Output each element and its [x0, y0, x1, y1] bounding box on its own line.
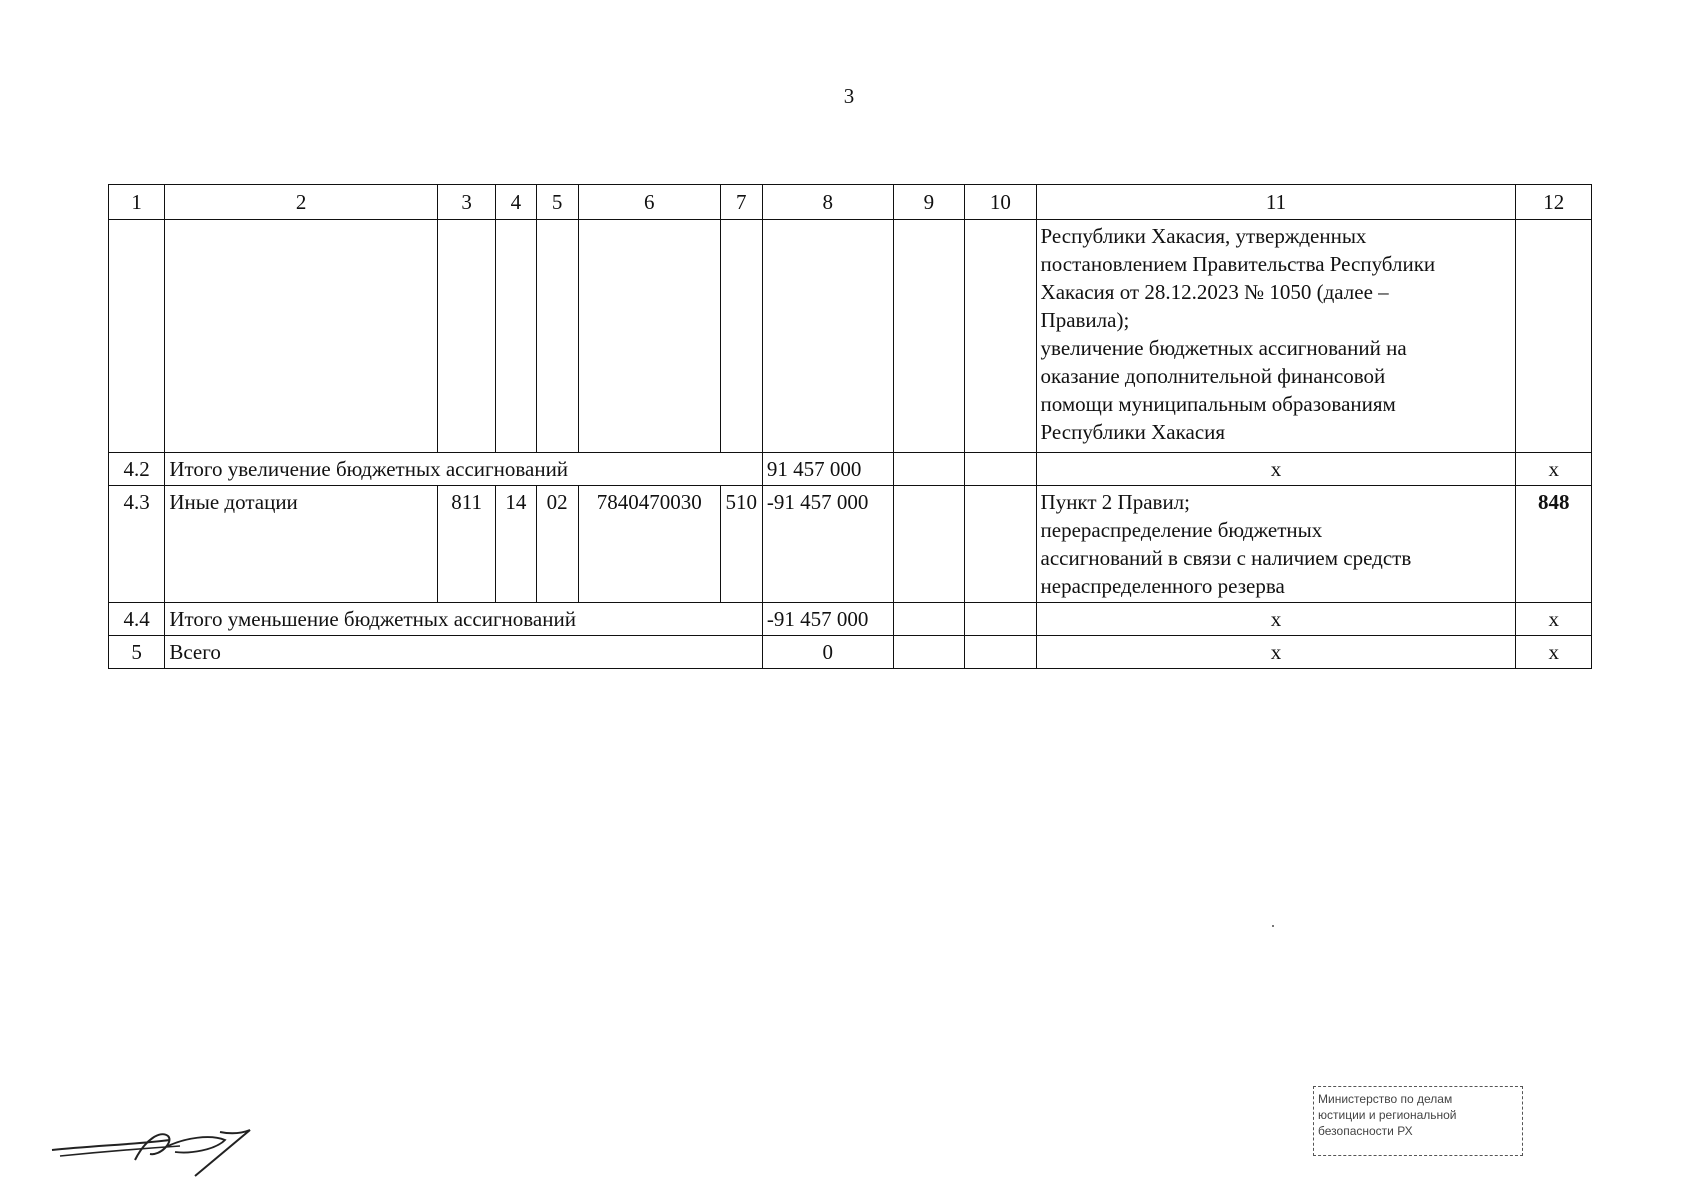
- basis-line: постановлением Правительства Республики: [1040, 252, 1436, 276]
- basis-line: Пункт 2 Правил;: [1040, 490, 1190, 514]
- header-cell: 9: [893, 185, 964, 220]
- amount-cell: 0: [762, 636, 893, 669]
- subsection-cell: 02: [536, 486, 578, 603]
- basis-line: оказание дополнительной финансовой: [1040, 364, 1386, 388]
- row-name: Всего: [165, 636, 763, 669]
- table-cell: [762, 220, 893, 453]
- table-row-5: [109, 636, 1592, 669]
- amount-cell: 91 457 000: [762, 453, 893, 486]
- target-article-cell: 7840470030: [578, 486, 720, 603]
- header-cell: 3: [437, 185, 495, 220]
- basis-cell: [1036, 486, 1516, 603]
- table-cell: [437, 220, 495, 453]
- registration-stamp: [1313, 1086, 1523, 1156]
- code-cell: х: [1516, 636, 1592, 669]
- code-cell: х: [1516, 453, 1592, 486]
- basis-cell: [1036, 220, 1516, 453]
- table-cell: [893, 220, 964, 453]
- table-cell: [893, 636, 964, 669]
- budget-table: [108, 184, 1592, 669]
- basis-cell: х: [1036, 603, 1516, 636]
- row-number: 5: [109, 636, 165, 669]
- amount-cell: -91 457 000: [762, 486, 893, 603]
- scan-speck: [1272, 925, 1274, 927]
- table-cell: [893, 486, 964, 603]
- table-row-4-2: [109, 453, 1592, 486]
- basis-line: Республики Хакасия, утвержденных: [1040, 224, 1367, 248]
- header-cell: 5: [536, 185, 578, 220]
- basis-line: ассигнований в связи с наличием средств: [1040, 546, 1412, 570]
- row-number: 4.3: [109, 486, 165, 603]
- stamp-line: юстиции и региональной: [1318, 1108, 1457, 1122]
- table-cell: [496, 220, 536, 453]
- basis-line: перераспределение бюджетных: [1040, 518, 1323, 542]
- header-cell: 12: [1516, 185, 1592, 220]
- header-cell: 4: [496, 185, 536, 220]
- amount-cell: -91 457 000: [762, 603, 893, 636]
- admin-code-cell: 811: [437, 486, 495, 603]
- basis-line: Республики Хакасия: [1040, 420, 1226, 444]
- expense-type-cell: 510: [720, 486, 762, 603]
- row-number: 4.4: [109, 603, 165, 636]
- table-cell: [1516, 220, 1592, 453]
- table-cell: [965, 603, 1036, 636]
- basis-line: помощи муниципальным образованиям: [1040, 392, 1396, 416]
- header-cell: 2: [165, 185, 438, 220]
- table-cell: [165, 220, 438, 453]
- signature-icon: [50, 1110, 260, 1180]
- header-cell: 11: [1036, 185, 1516, 220]
- table-cell: [109, 220, 165, 453]
- table-cell: [578, 220, 720, 453]
- header-cell: 10: [965, 185, 1036, 220]
- table-cell: [720, 220, 762, 453]
- row-number: 4.2: [109, 453, 165, 486]
- basis-cell: х: [1036, 636, 1516, 669]
- table-cell: [965, 453, 1036, 486]
- header-cell: 6: [578, 185, 720, 220]
- table-cell: [893, 453, 964, 486]
- header-cell: 1: [109, 185, 165, 220]
- table-cell: [965, 636, 1036, 669]
- table-cell: [893, 603, 964, 636]
- code-cell: 848: [1516, 486, 1592, 603]
- table-cell: [965, 486, 1036, 603]
- table-row-4-4: [109, 603, 1592, 636]
- row-name: Итого увеличение бюджетных ассигнований: [165, 453, 763, 486]
- basis-cell: х: [1036, 453, 1516, 486]
- basis-line: Хакасия от 28.12.2023 № 1050 (далее –: [1040, 280, 1389, 304]
- section-cell: 14: [496, 486, 536, 603]
- basis-line: нераспределенного резерва: [1040, 574, 1285, 598]
- page-number: 3: [843, 84, 855, 108]
- basis-line: Правила);: [1040, 308, 1130, 332]
- row-name: Иные дотации: [165, 486, 438, 603]
- stamp-line: Министерство по делам: [1318, 1092, 1453, 1106]
- basis-line: увеличение бюджетных ассигнований на: [1040, 336, 1407, 360]
- header-cell: 8: [762, 185, 893, 220]
- code-cell: х: [1516, 603, 1592, 636]
- stamp-line: безопасности РХ: [1318, 1124, 1413, 1138]
- table-cell: [965, 220, 1036, 453]
- row-name: Итого уменьшение бюджетных ассигнований: [165, 603, 763, 636]
- header-cell: 7: [720, 185, 762, 220]
- table-row-continuation: [109, 220, 1592, 453]
- table-row-4-3: [109, 486, 1592, 603]
- table-header-row: [109, 185, 1592, 220]
- table-cell: [536, 220, 578, 453]
